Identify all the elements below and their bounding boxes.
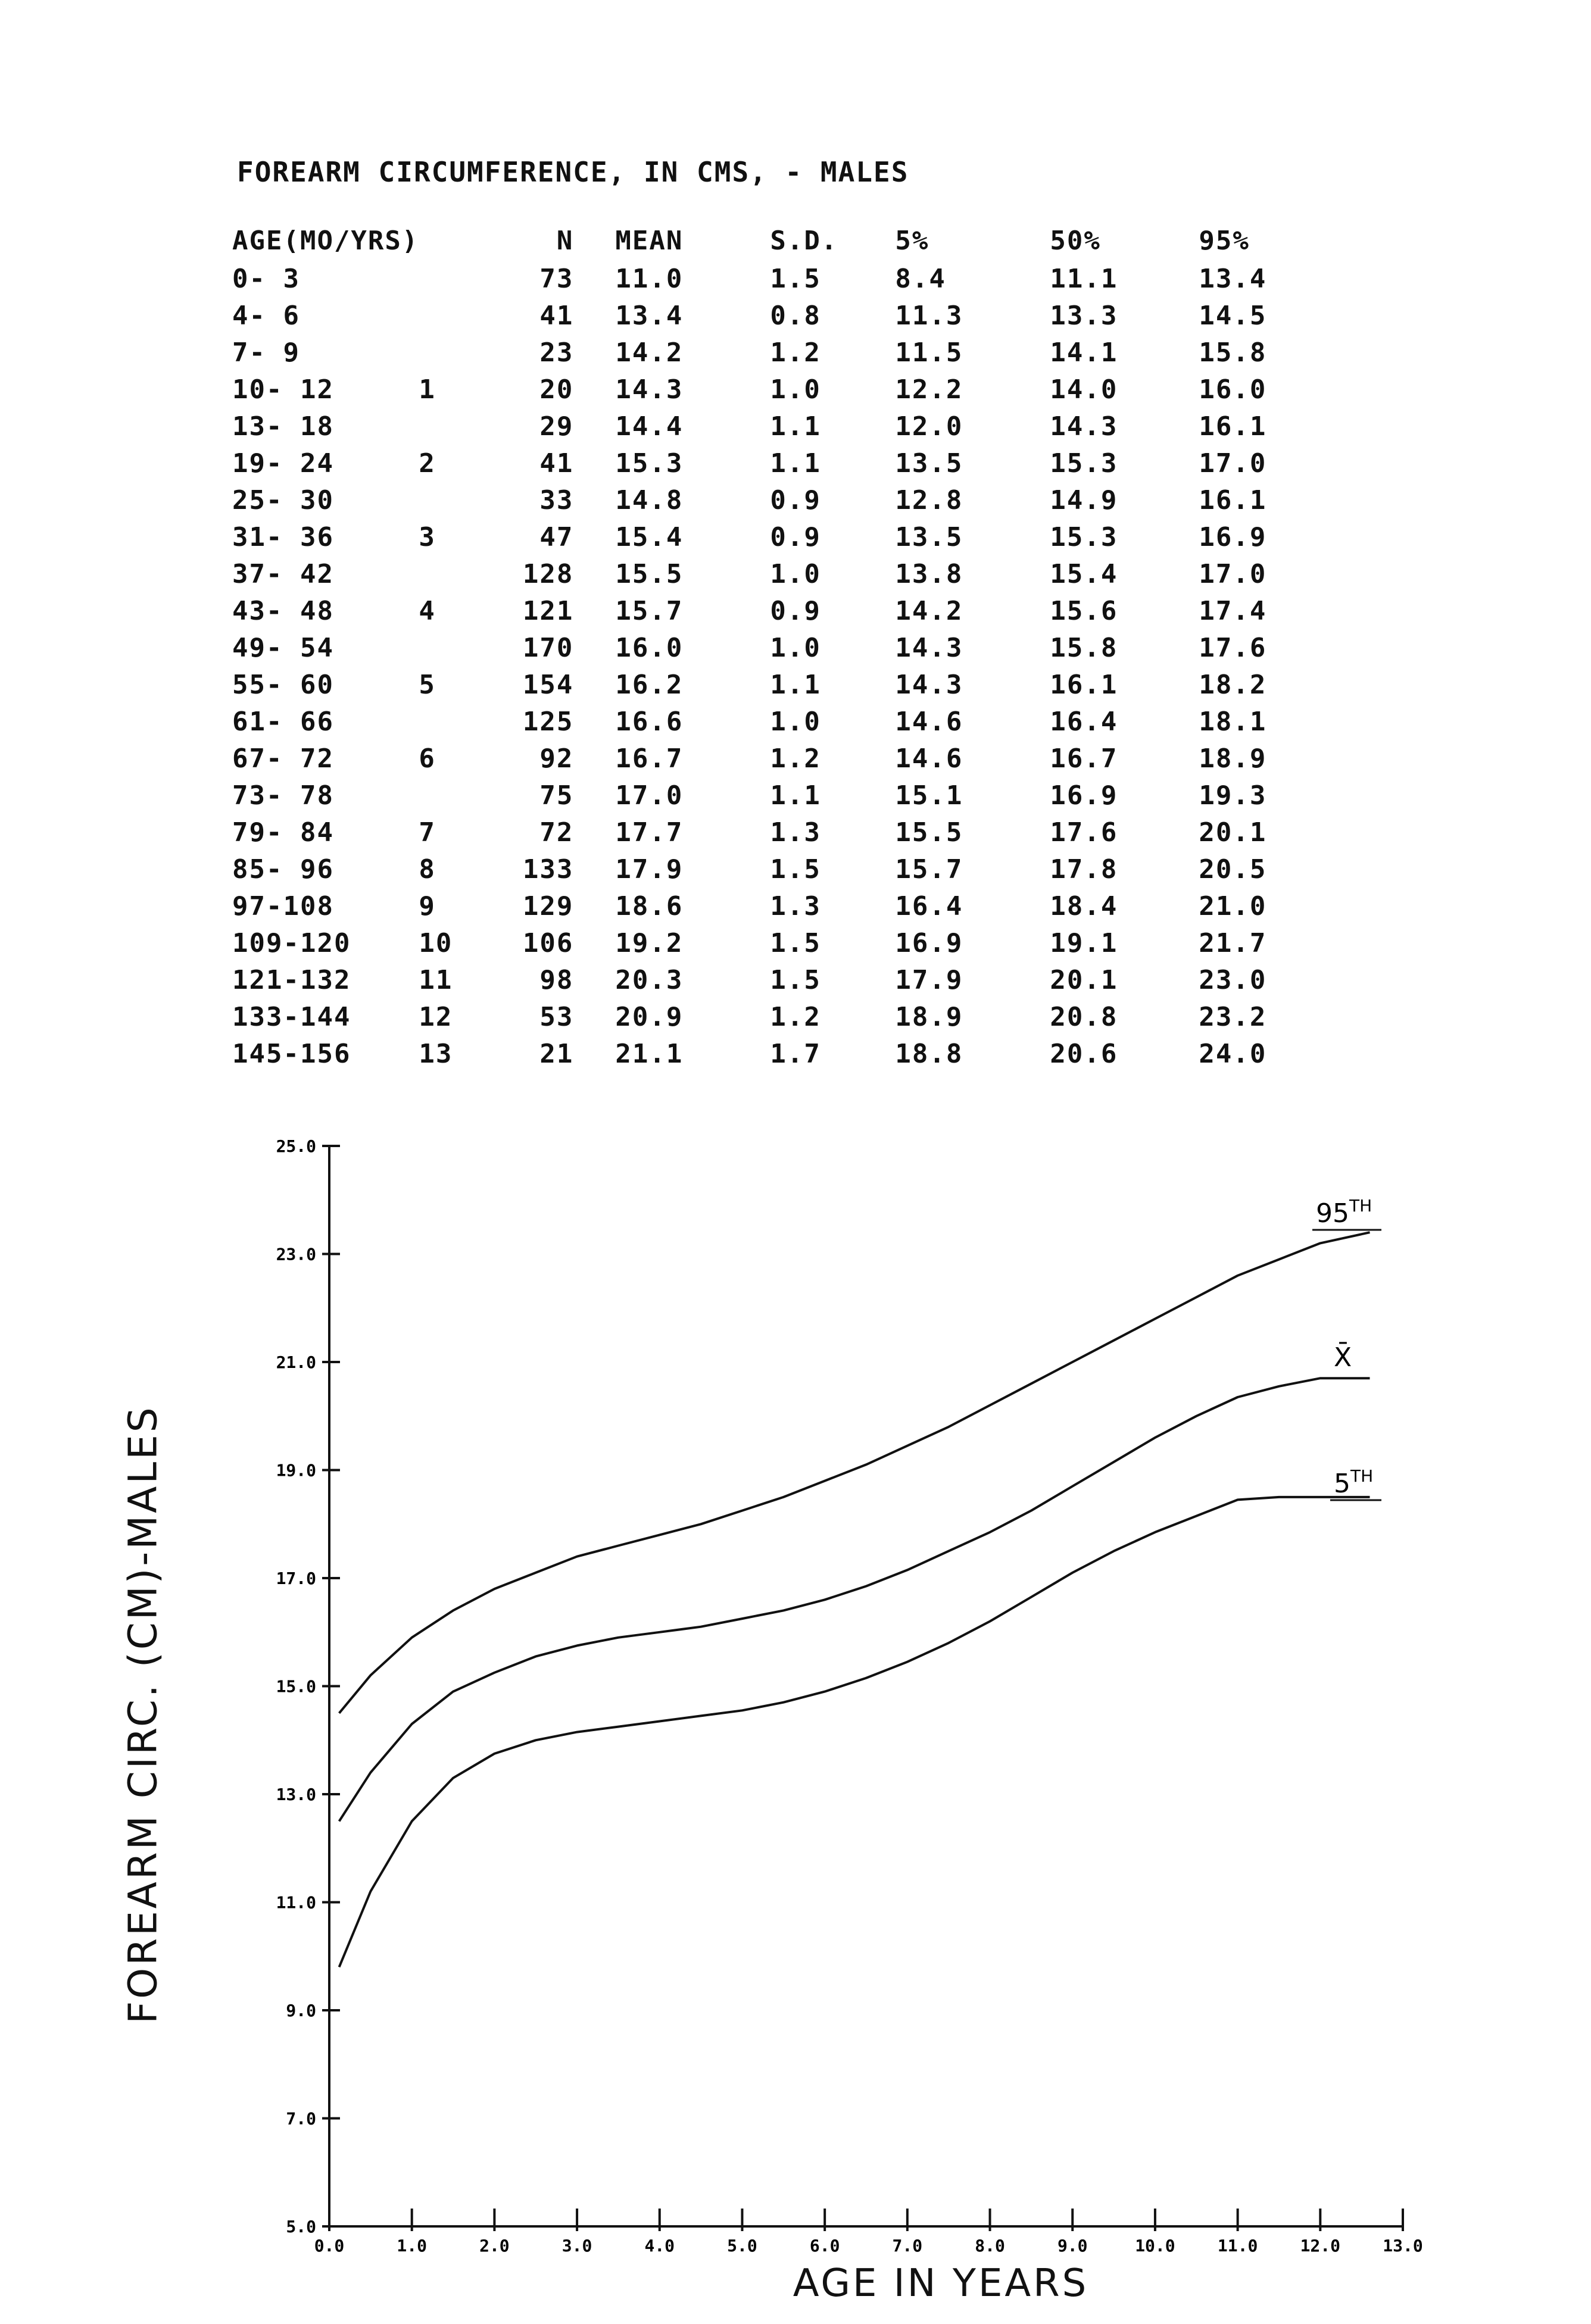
- cell-p95: 16.1: [1199, 485, 1267, 516]
- cell-mean: 17.9: [615, 854, 684, 885]
- cell-p5: 16.4: [895, 891, 963, 922]
- cell-mean: 17.7: [615, 817, 684, 848]
- cell-p95: 18.9: [1199, 744, 1267, 774]
- cell-n: 125: [522, 707, 574, 737]
- cell-age: 121-132: [232, 965, 351, 995]
- cell-p95: 16.9: [1199, 522, 1267, 552]
- cell-p95: 20.1: [1199, 817, 1267, 848]
- cell-age: 61- 66: [232, 707, 334, 737]
- cell-sd: 1.1: [770, 448, 821, 479]
- label-5th-suffix: TH: [1350, 1466, 1374, 1486]
- cell-age: 55- 60: [232, 670, 334, 700]
- y-tick-label: 15.0: [276, 1676, 316, 1697]
- cell-n: 20: [539, 374, 574, 405]
- cell-p50: 20.8: [1050, 1002, 1118, 1032]
- cell-year: 10: [419, 928, 453, 958]
- y-tick-label: 7.0: [286, 2109, 316, 2129]
- cell-p50: 15.3: [1050, 522, 1118, 552]
- cell-n: 53: [539, 1002, 574, 1032]
- cell-p50: 18.4: [1050, 891, 1118, 922]
- cell-p50: 20.1: [1050, 965, 1118, 995]
- cell-age: 25- 30: [232, 485, 334, 516]
- y-tick-label: 23.0: [276, 1244, 316, 1264]
- cell-p50: 15.8: [1050, 633, 1118, 663]
- cell-mean: 20.9: [615, 1002, 684, 1032]
- cell-sd: 1.5: [770, 928, 821, 958]
- cell-year: 6: [419, 744, 436, 774]
- cell-age: 7- 9: [232, 338, 300, 368]
- x-tick-label: 11.0: [1217, 2236, 1258, 2256]
- cell-p95: 23.0: [1199, 965, 1267, 995]
- cell-p50: 16.4: [1050, 707, 1118, 737]
- cell-mean: 18.6: [615, 891, 684, 922]
- cell-p5: 14.3: [895, 633, 963, 663]
- cell-age: 85- 96: [232, 854, 334, 885]
- cell-p50: 14.0: [1050, 374, 1118, 405]
- cell-mean: 14.3: [615, 374, 684, 405]
- x-tick-label: 12.0: [1300, 2236, 1341, 2256]
- x-tick-label: 13.0: [1383, 2236, 1423, 2256]
- cell-n: 73: [539, 264, 574, 294]
- x-tick-label: 7.0: [892, 2236, 923, 2256]
- label-95th-number: 95: [1316, 1198, 1349, 1229]
- cell-p95: 21.7: [1199, 928, 1267, 958]
- label-95th: [1316, 1196, 1372, 1229]
- cell-sd: 1.1: [770, 411, 821, 442]
- cell-p50: 15.4: [1050, 559, 1118, 589]
- cell-mean: 16.6: [615, 707, 684, 737]
- cell-p5: 13.8: [895, 559, 963, 589]
- cell-n: 23: [539, 338, 574, 368]
- cell-p5: 11.5: [895, 338, 963, 368]
- cell-mean: 15.5: [615, 559, 684, 589]
- cell-p5: 11.3: [895, 301, 963, 331]
- cell-n: 47: [539, 522, 574, 552]
- cell-n: 154: [522, 670, 574, 700]
- cell-mean: 17.0: [615, 780, 684, 811]
- x-tick-label: 4.0: [644, 2236, 675, 2256]
- cell-p95: 17.0: [1199, 448, 1267, 479]
- y-tick-label: 21.0: [276, 1352, 316, 1372]
- cell-p50: 16.7: [1050, 744, 1118, 774]
- cell-p5: 14.2: [895, 596, 963, 626]
- label-5th-number: 5: [1334, 1469, 1350, 1499]
- cell-p50: 16.1: [1050, 670, 1118, 700]
- cell-p5: 18.8: [895, 1039, 963, 1069]
- cell-sd: 1.1: [770, 670, 821, 700]
- y-axis-label: FOREARM CIRC. (CM)-MALES: [120, 1405, 166, 2024]
- header-p95: 95%: [1199, 226, 1250, 256]
- cell-year: 7: [419, 817, 436, 848]
- cell-sd: 0.9: [770, 596, 821, 626]
- y-tick-label: 25.0: [276, 1136, 316, 1156]
- cell-sd: 1.3: [770, 817, 821, 848]
- cell-p95: 15.8: [1199, 338, 1267, 368]
- cell-sd: 1.7: [770, 1039, 821, 1069]
- cell-n: 41: [539, 301, 574, 331]
- cell-p95: 16.0: [1199, 374, 1267, 405]
- cell-year: 11: [419, 965, 453, 995]
- cell-sd: 1.0: [770, 559, 821, 589]
- cell-p5: 14.6: [895, 707, 963, 737]
- cell-p50: 20.6: [1050, 1039, 1118, 1069]
- cell-year: 12: [419, 1002, 453, 1032]
- cell-p50: 14.9: [1050, 485, 1118, 516]
- cell-p50: 17.6: [1050, 817, 1118, 848]
- cell-age: 37- 42: [232, 559, 334, 589]
- cell-p5: 13.5: [895, 522, 963, 552]
- cell-mean: 19.2: [615, 928, 684, 958]
- cell-n: 106: [522, 928, 574, 958]
- cell-p95: 23.2: [1199, 1002, 1267, 1032]
- cell-n: 121: [522, 596, 574, 626]
- cell-age: 13- 18: [232, 411, 334, 442]
- cell-p50: 16.9: [1050, 780, 1118, 811]
- cell-age: 73- 78: [232, 780, 334, 811]
- cell-p95: 17.4: [1199, 596, 1267, 626]
- header-mean: MEAN: [615, 226, 684, 256]
- cell-age: 67- 72: [232, 744, 334, 774]
- cell-p5: 12.0: [895, 411, 963, 442]
- header-n: N: [556, 226, 574, 256]
- cell-p5: 8.4: [895, 264, 946, 294]
- cell-year: 5: [419, 670, 436, 700]
- cell-year: 1: [419, 374, 436, 405]
- cell-age: 49- 54: [232, 633, 334, 663]
- cell-mean: 20.3: [615, 965, 684, 995]
- cell-n: 41: [539, 448, 574, 479]
- cell-sd: 1.1: [770, 780, 821, 811]
- cell-p5: 15.5: [895, 817, 963, 848]
- cell-mean: 15.3: [615, 448, 684, 479]
- cell-age: 109-120: [232, 928, 351, 958]
- cell-p50: 17.8: [1050, 854, 1118, 885]
- series-line-2: [339, 1497, 1370, 1967]
- cell-p95: 18.2: [1199, 670, 1267, 700]
- cell-sd: 1.0: [770, 707, 821, 737]
- cell-year: 4: [419, 596, 436, 626]
- cell-p50: 15.3: [1050, 448, 1118, 479]
- label-5th: [1334, 1466, 1373, 1499]
- cell-n: 92: [539, 744, 574, 774]
- cell-mean: 13.4: [615, 301, 684, 331]
- cell-p95: 24.0: [1199, 1039, 1267, 1069]
- cell-mean: 16.0: [615, 633, 684, 663]
- y-tick-label: 17.0: [276, 1569, 316, 1588]
- cell-age: 43- 48: [232, 596, 334, 626]
- cell-sd: 0.9: [770, 485, 821, 516]
- x-tick-label: 9.0: [1057, 2236, 1088, 2256]
- cell-year: 3: [419, 522, 436, 552]
- cell-age: 4- 6: [232, 301, 300, 331]
- header-p5: 5%: [895, 226, 929, 256]
- cell-sd: 1.5: [770, 965, 821, 995]
- cell-mean: 14.8: [615, 485, 684, 516]
- y-tick-label: 11.0: [276, 1892, 316, 1913]
- header-p50: 50%: [1050, 226, 1101, 256]
- x-tick-label: 2.0: [479, 2236, 510, 2256]
- cell-p50: 14.3: [1050, 411, 1118, 442]
- cell-sd: 1.5: [770, 264, 821, 294]
- cell-p95: 14.5: [1199, 301, 1267, 331]
- cell-p50: 14.1: [1050, 338, 1118, 368]
- x-axis-label: AGE IN YEARS: [793, 2261, 1089, 2306]
- cell-year: 8: [419, 854, 436, 885]
- header-age: AGE(MO/YRS): [232, 226, 419, 256]
- cell-year: 13: [419, 1039, 453, 1069]
- cell-age: 79- 84: [232, 817, 334, 848]
- y-tick-label: 5.0: [286, 2217, 316, 2236]
- cell-p5: 18.9: [895, 1002, 963, 1032]
- cell-p95: 18.1: [1199, 707, 1267, 737]
- x-tick-label: 0.0: [314, 2236, 345, 2256]
- cell-sd: 1.0: [770, 374, 821, 405]
- cell-n: 21: [539, 1039, 574, 1069]
- cell-p95: 20.5: [1199, 854, 1267, 885]
- x-tick-label: 1.0: [397, 2236, 427, 2256]
- cell-mean: 14.4: [615, 411, 684, 442]
- cell-p5: 16.9: [895, 928, 963, 958]
- cell-mean: 16.7: [615, 744, 684, 774]
- cell-p50: 19.1: [1050, 928, 1118, 958]
- cell-p95: 13.4: [1199, 264, 1267, 294]
- cell-p95: 19.3: [1199, 780, 1267, 811]
- cell-year: 9: [419, 891, 436, 922]
- cell-mean: 15.4: [615, 522, 684, 552]
- cell-p50: 15.6: [1050, 596, 1118, 626]
- cell-sd: 1.2: [770, 338, 821, 368]
- label-mean: X̄: [1334, 1342, 1352, 1373]
- cell-n: 170: [522, 633, 574, 663]
- cell-n: 75: [539, 780, 574, 811]
- x-tick-label: 10.0: [1135, 2236, 1175, 2256]
- cell-sd: 1.2: [770, 1002, 821, 1032]
- cell-age: 10- 12: [232, 374, 334, 405]
- cell-age: 31- 36: [232, 522, 334, 552]
- cell-p95: 16.1: [1199, 411, 1267, 442]
- y-tick-label: 9.0: [286, 2001, 316, 2020]
- header-sd: S.D.: [770, 226, 838, 256]
- cell-mean: 14.2: [615, 338, 684, 368]
- cell-age: 19- 24: [232, 448, 334, 479]
- cell-n: 33: [539, 485, 574, 516]
- cell-sd: 1.3: [770, 891, 821, 922]
- x-tick-label: 5.0: [727, 2236, 757, 2256]
- cell-mean: 15.7: [615, 596, 684, 626]
- cell-n: 98: [539, 965, 574, 995]
- cell-year: 2: [419, 448, 436, 479]
- x-tick-label: 6.0: [809, 2236, 840, 2256]
- cell-p5: 17.9: [895, 965, 963, 995]
- cell-p50: 11.1: [1050, 264, 1118, 294]
- cell-n: 129: [522, 891, 574, 922]
- cell-n: 29: [539, 411, 574, 442]
- x-tick-label: 3.0: [561, 2236, 592, 2256]
- cell-p5: 14.6: [895, 744, 963, 774]
- cell-n: 133: [522, 854, 574, 885]
- cell-age: 145-156: [232, 1039, 351, 1069]
- cell-p5: 12.2: [895, 374, 963, 405]
- label-95th-suffix: TH: [1349, 1196, 1372, 1216]
- cell-p95: 17.6: [1199, 633, 1267, 663]
- cell-sd: 0.8: [770, 301, 821, 331]
- cell-p5: 15.1: [895, 780, 963, 811]
- cell-mean: 21.1: [615, 1039, 684, 1069]
- cell-p5: 15.7: [895, 854, 963, 885]
- cell-p5: 12.8: [895, 485, 963, 516]
- cell-sd: 1.2: [770, 744, 821, 774]
- cell-sd: 1.5: [770, 854, 821, 885]
- y-tick-label: 13.0: [276, 1785, 316, 1804]
- cell-mean: 11.0: [615, 264, 684, 294]
- cell-p50: 13.3: [1050, 301, 1118, 331]
- cell-age: 97-108: [232, 891, 334, 922]
- y-tick-label: 19.0: [276, 1460, 316, 1480]
- x-tick-label: 8.0: [975, 2236, 1005, 2256]
- cell-mean: 16.2: [615, 670, 684, 700]
- cell-sd: 1.0: [770, 633, 821, 663]
- cell-n: 128: [522, 559, 574, 589]
- cell-p5: 14.3: [895, 670, 963, 700]
- series-line-0: [339, 1232, 1370, 1713]
- cell-age: 0- 3: [232, 264, 300, 294]
- chart-curves: [339, 1232, 1370, 1967]
- cell-sd: 0.9: [770, 522, 821, 552]
- cell-p5: 13.5: [895, 448, 963, 479]
- cell-p95: 17.0: [1199, 559, 1267, 589]
- table-title: FOREARM CIRCUMFERENCE, IN CMS, - MALES: [237, 156, 909, 188]
- cell-p95: 21.0: [1199, 891, 1267, 922]
- cell-n: 72: [539, 817, 574, 848]
- cell-age: 133-144: [232, 1002, 351, 1032]
